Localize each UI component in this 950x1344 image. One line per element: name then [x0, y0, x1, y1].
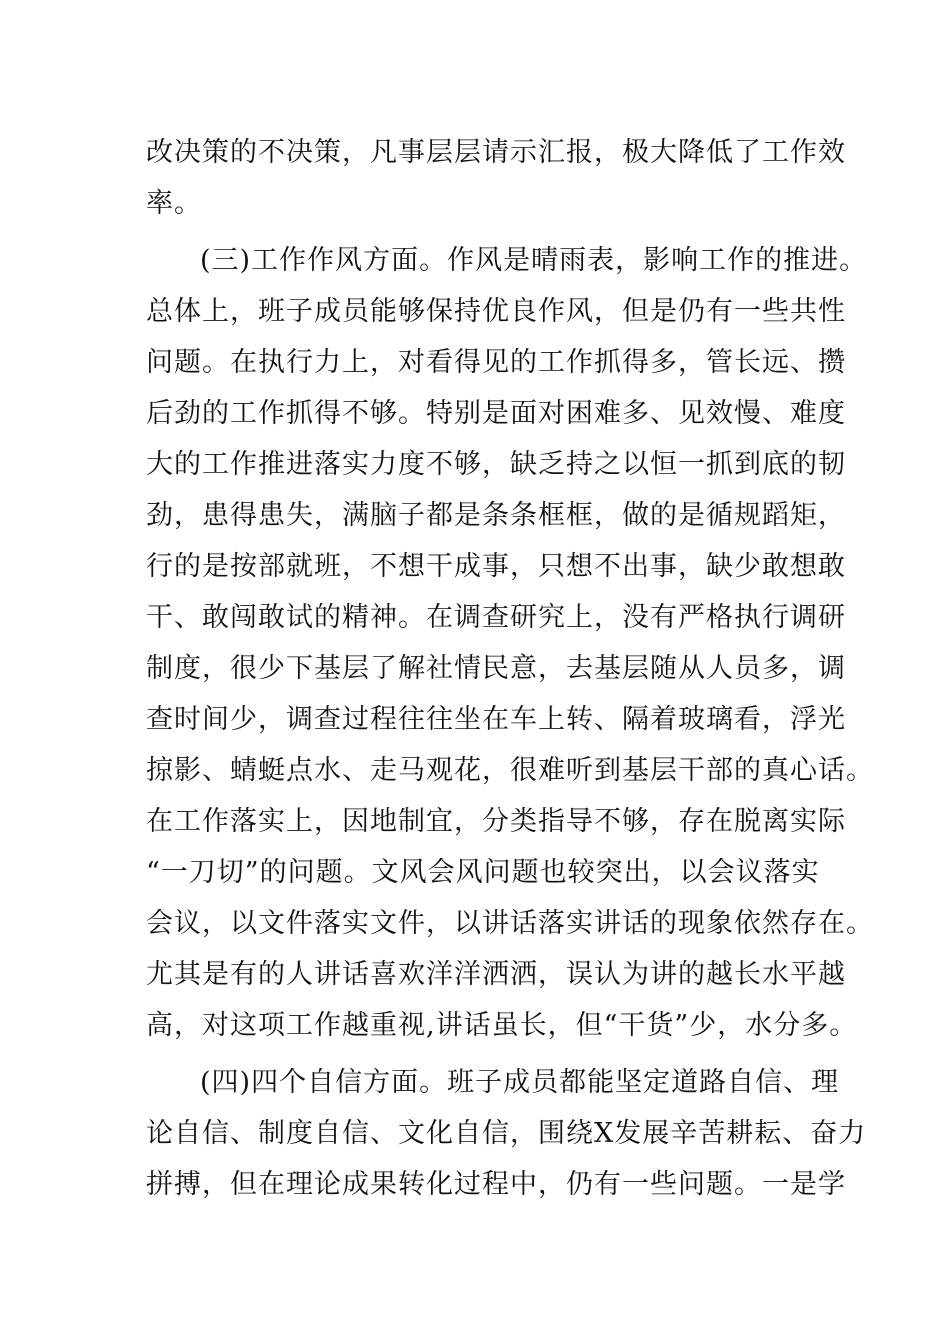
text-line: 总体上，班子成员能够保持优良作风，但是仍有一些共性 [146, 296, 846, 327]
text-line: 后劲的工作抓得不够。特别是面对困难多、见效慢、难度 [146, 398, 846, 429]
section-heading-3: (三)工作作风方面。作风是晴雨表，影响工作的推进。 [200, 245, 868, 276]
text-line: 改决策的不决策，凡事层层请示汇报，极大降低了工作效 [146, 137, 846, 168]
text-line: 率。 [146, 188, 202, 219]
text-line: 干、敢闯敢试的精神。在调查研究上，没有严格执行调研 [146, 602, 846, 633]
text-line: 高，对这项工作越重视,讲话虽长，但“干货”少，水分多。 [146, 1010, 858, 1041]
text-line: 劲，患得患失，满脑子都是条条框框，做的是循规蹈矩， [146, 500, 846, 531]
text-line: “一刀切”的问题。文风会风问题也较突出，以会议落实 [146, 857, 820, 888]
text-line: 在工作落实上，因地制宜，分类指导不够，存在脱离实际 [146, 806, 846, 837]
text-line: 制度，很少下基层了解社情民意，去基层随从人员多，调 [146, 653, 846, 684]
text-line: 会议，以文件落实文件，以讲话落实讲话的现象依然存在。 [146, 908, 874, 939]
text-line: 论自信、制度自信、文化自信，围绕X发展辛苦耕耘、奋力 [146, 1118, 867, 1149]
text-line: 查时间少，调查过程往往坐在车上转、隔着玻璃看，浮光 [146, 704, 846, 735]
text-line: 问题。在执行力上，对看得见的工作抓得多，管长远、攒 [146, 347, 846, 378]
text-line: 大的工作推进落实力度不够，缺乏持之以恒一抓到底的韧 [146, 449, 846, 480]
section-heading-4: (四)四个自信方面。班子成员都能坚定道路自信、理 [200, 1067, 840, 1098]
text-line: 行的是按部就班，不想干成事，只想不出事，缺少敢想敢 [146, 551, 846, 582]
text-line: 拼搏，但在理论成果转化过程中，仍有一些问题。一是学 [146, 1169, 846, 1200]
text-line: 掠影、蜻蜓点水、走马观花，很难听到基层干部的真心话。 [146, 755, 874, 786]
text-line: 尤其是有的人讲话喜欢洋洋洒洒，误认为讲的越长水平越 [146, 959, 846, 990]
